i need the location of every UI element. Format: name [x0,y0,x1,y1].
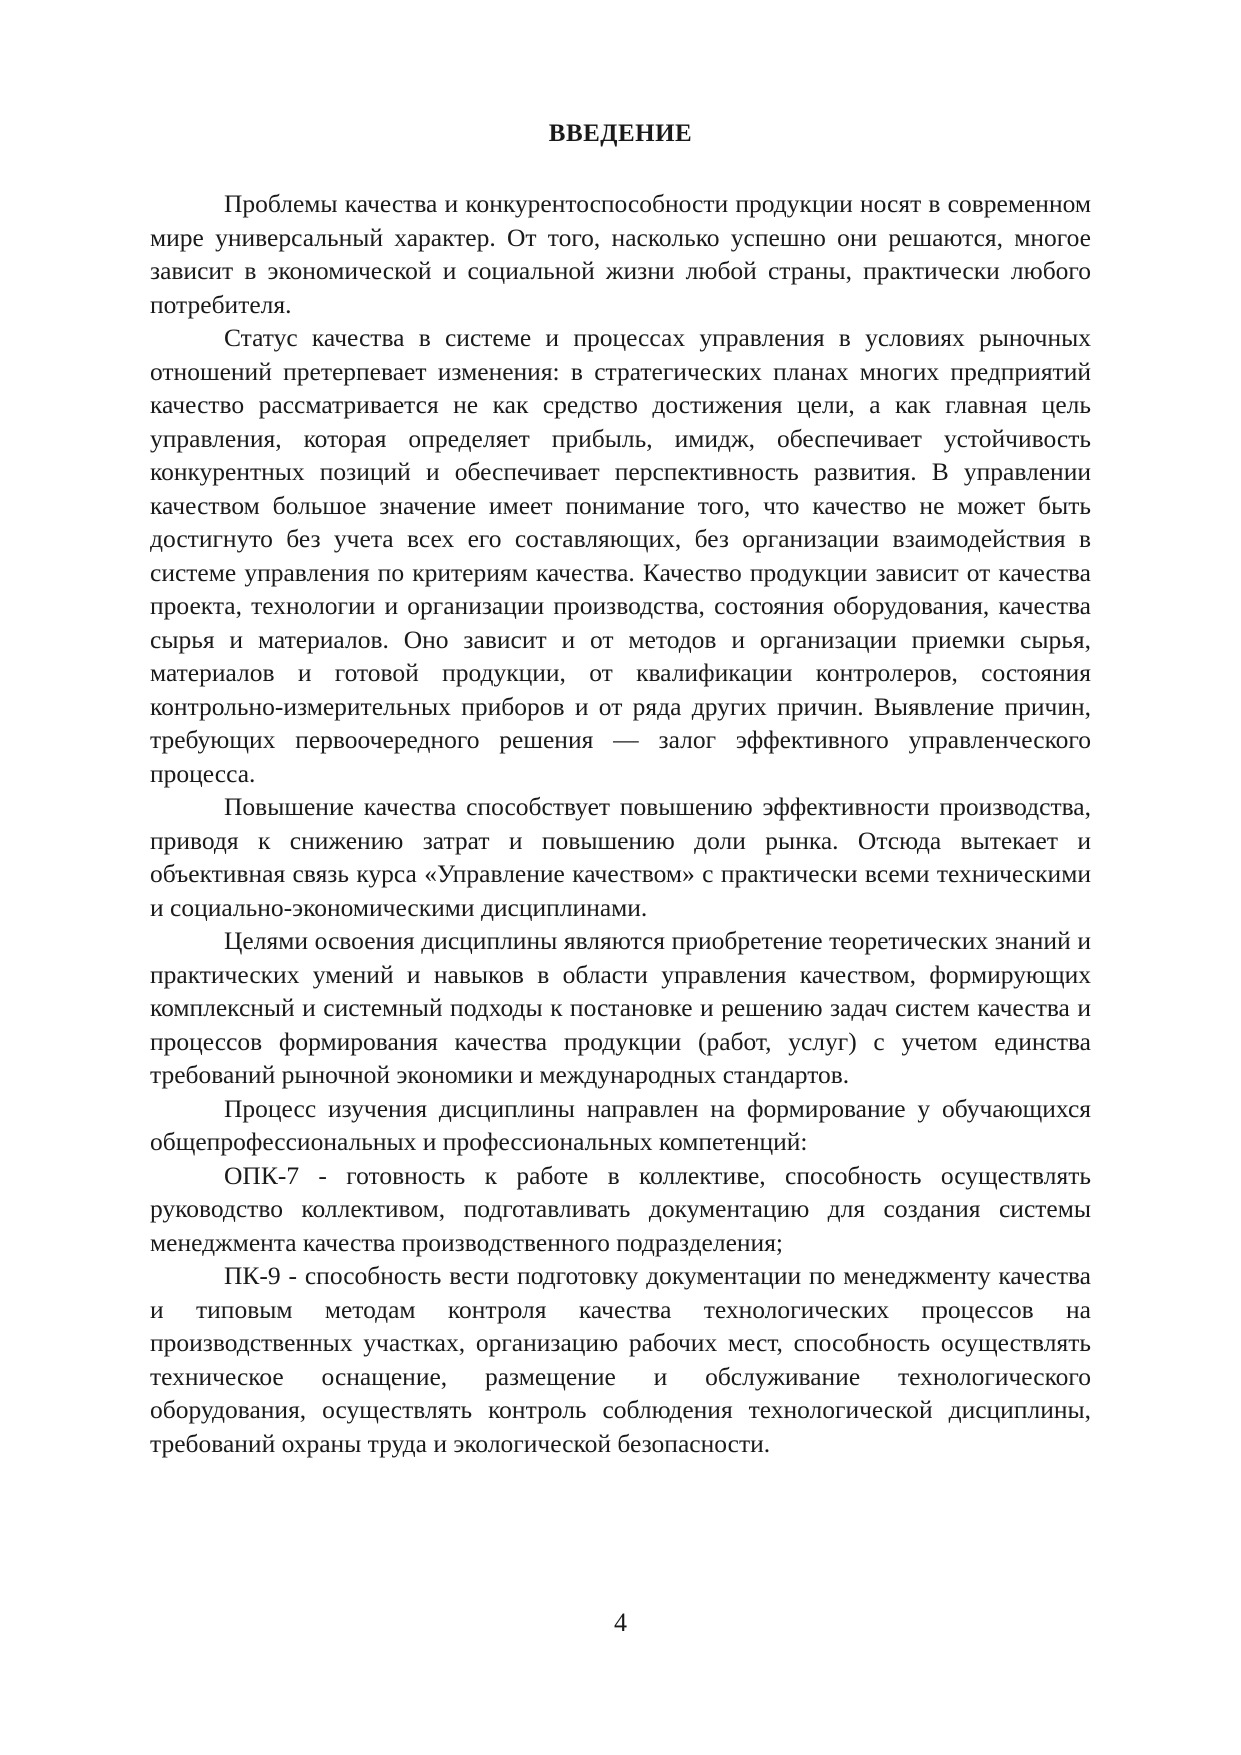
paragraph-pk-9: ПК-9 - способность вести подготовку документации по менеджменту качества и типовым методам контроля качества технологических процессов на производственных участках, организацию рабочих мест, способность осуществлять техническое оснащение, размещение и обслуживание технологического оборудования, осуществлять контроль соблюдения технологической дисциплины, требований охраны труда и экологической безопасности. [150,1261,1091,1458]
paragraph-course-goals: Целями освоения дисциплины являются приобретение теоретических знаний и практических умений и навыков в области управления качеством, формирующих комплексный и системный подходы к постановке и решению задач систем качества и процессов формирования качества продукции (работ, услуг) с учетом единства требований рыночной экономики и международных стандартов. [150,926,1091,1089]
paragraph-quality-improvement: Повышение качества способствует повышению эффективности производства, приводя к снижению затрат и повышению доли рынка. Отсюда вытекает и объективная связь курса «Управление качеством» с практически всеми техническими и социально-экономическими дисциплинами. [150,792,1091,922]
page-title: ВВЕДЕНИЕ [548,120,693,147]
paragraph-problems: Проблемы качества и конкурентоспособности продукции носят в современном мире универсальный характер. От того, насколько успешно они решаются, многое зависит в экономической и социальной жизни любой страны, практически любого потребителя. [150,189,1091,319]
paragraph-quality-status: Статус качества в системе и процессах управления в условиях рыночных отношений претерпевает изменения: в стратегических планах многих предприятий качество рассматривается не как средство достижения цели, а как главная цель управления, которая определяет прибыль, имидж, обеспечивает устойчивость конкурентных позиций и обеспечивает перспективность развития. В управлении качеством большое значение имеет понимание того, что качество не может быть достигнуто без учета всех его составляющих, без организации взаимодействия в системе управления по критериям качества. Качество продукции зависит от качества проекта, технологии и организации производства, состояния оборудования, качества сырья и материалов. Оно зависит и от методов и организации приемки сырья, материалов и готовой продукции, от квалификации контролеров, состояния контрольно-измерительных приборов и от ряда других причин. Выявление причин, требующих первоочередного решения — залог эффективного управленческого процесса. [150,323,1091,788]
page-number: 4 [614,1608,627,1637]
body-text [150,187,1091,1460]
paragraph-opk-7: ОПК-7 - готовность к работе в коллективе, способность осуществлять руководство коллективом, подготавливать документацию для создания системы менеджмента качества производственного подразделения; [150,1160,1091,1257]
paragraph-competencies-intro: Процесс изучения дисциплины направлен на формирование у обучающихся общепрофессиональных и профессиональных компетенций: [150,1093,1091,1156]
